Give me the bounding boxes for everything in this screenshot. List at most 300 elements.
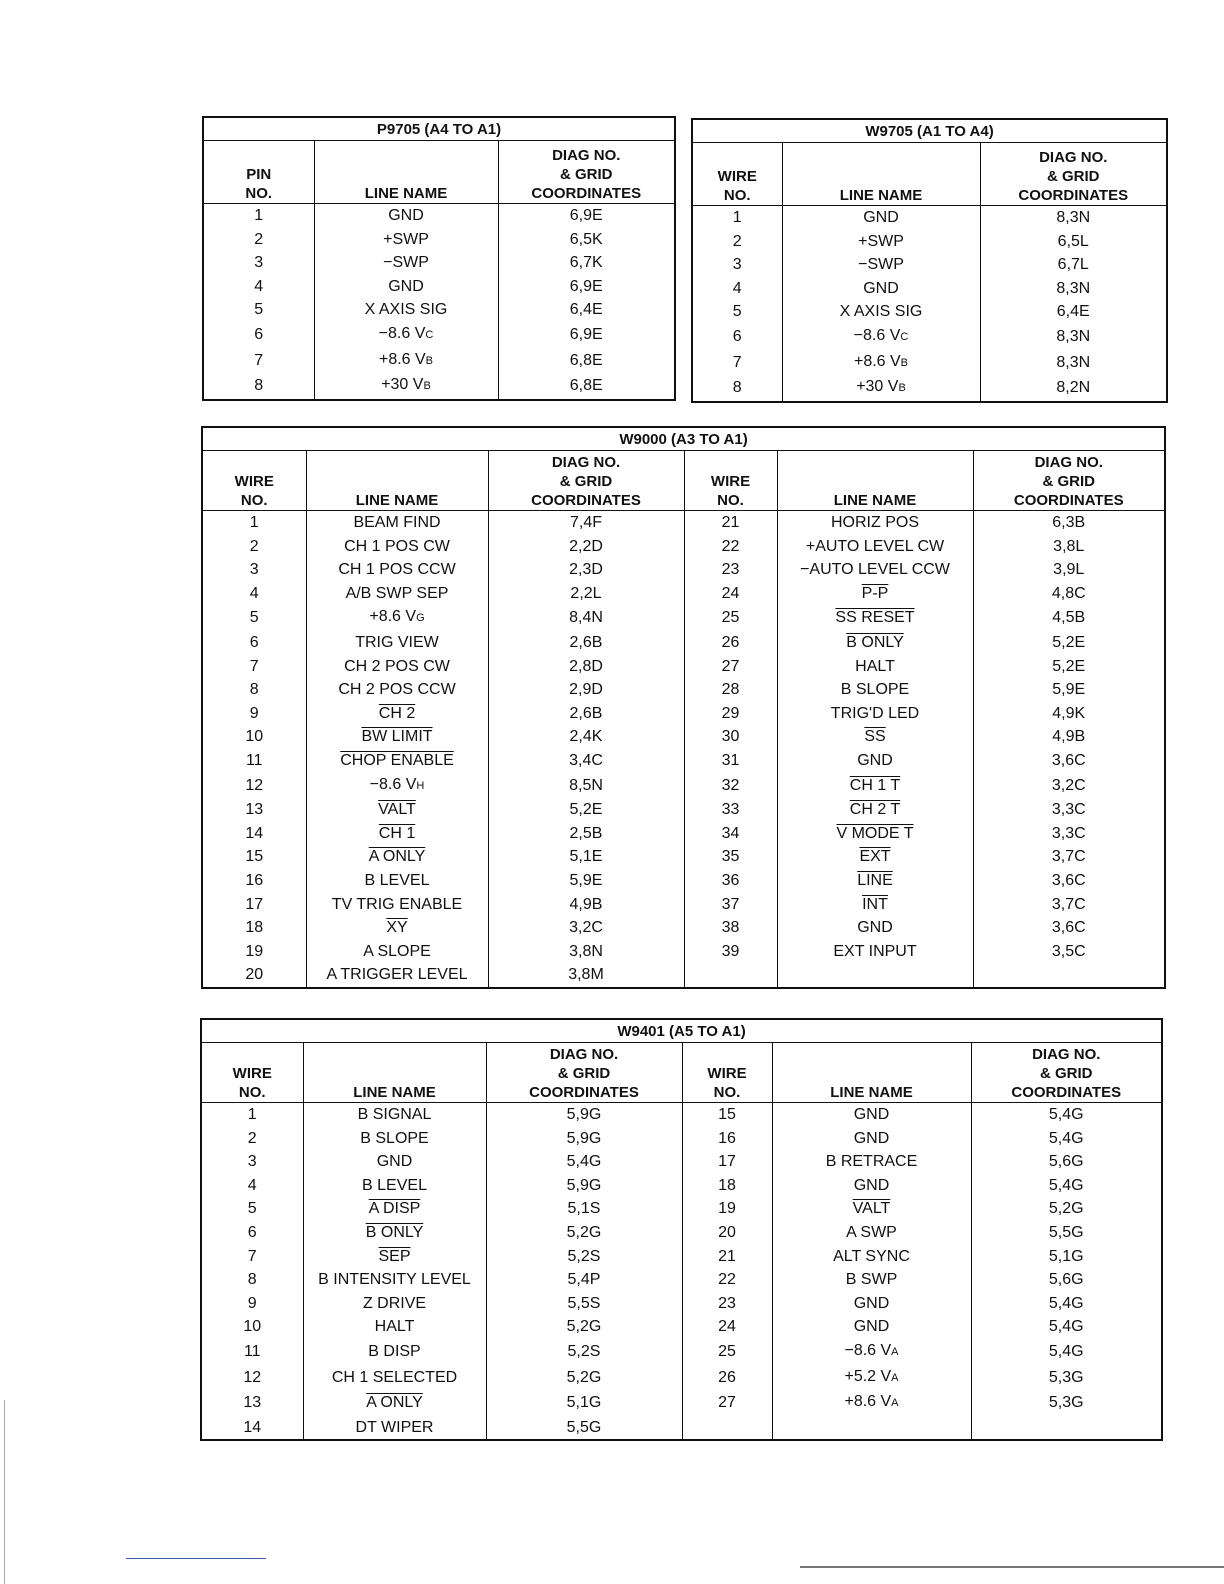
line-name-text: B SWP [845,1271,898,1289]
line-name [306,798,488,822]
wire-number: 15 [245,848,264,866]
line-name-text: −8.6 V [853,326,901,344]
line-name-text: $\overline{EXT}$ [859,848,891,866]
grid-coordinate: 5,1G [971,1245,1162,1269]
line-name [303,1245,486,1269]
grid-coordinate: 6,4E [980,300,1167,324]
grid-coordinate: 5,4G [971,1127,1162,1151]
grid-coordinate: 3,2C [973,773,1165,799]
wire-number: 17 [682,1150,772,1174]
grid-coordinate: 8,3N [980,206,1167,230]
line-name-text: X AXIS SIG [364,301,448,319]
table-row [203,298,675,322]
line-name-text: −AUTO LEVEL CCW [800,561,950,579]
grid-coordinate: 3,4C [488,749,684,773]
grid-coordinate: 5,4G [971,1339,1162,1365]
wire-number: 1 [732,209,742,226]
line-name-text: TV TRIG ENABLE [331,895,463,913]
column-header-diag-coordinates: DIAG NO. & GRID COORDINATES [498,141,675,204]
line-name-text: +8.6 V [378,350,426,368]
line-name [306,582,488,606]
wire-number: 35 [684,845,777,869]
table-row [203,228,675,252]
wire-number: 9 [249,704,259,722]
line-name-text: BEAM FIND [353,514,441,531]
line-name-text: B SLOPE [360,1129,429,1147]
line-name [306,773,488,799]
line-name-text: GND [853,1176,890,1194]
column-header-wire-no: WIRE NO. [202,451,306,511]
wire-number: 34 [684,822,777,846]
line-name [777,773,973,799]
line-name [314,322,498,348]
table-row [201,1221,1162,1245]
table-row [201,1174,1162,1198]
voltage-subscript: B [900,356,909,369]
w9401-table [200,1018,1163,1441]
line-name-text: A ONLY [368,848,426,866]
line-name-text: BW LIMIT [361,728,433,746]
grid-coordinate: 4,9K [973,702,1165,726]
wire-number: 19 [682,1197,772,1221]
grid-coordinate: 5,4G [486,1150,682,1174]
grid-coordinate: 5,9E [973,678,1165,702]
line-name-text: GND [388,277,424,295]
grid-coordinate: 3,6C [973,916,1165,940]
wire-number: 3 [249,561,259,579]
empty-cell [772,1416,971,1441]
grid-coordinate: 6,7L [980,253,1167,277]
table-row [201,1365,1162,1391]
wire-number: 20 [245,966,264,984]
voltage-subscript: B [898,382,906,395]
line-name-text: ALT SYNC [833,1247,910,1265]
line-name-text: CH 2 POS CW [344,657,450,675]
line-name-text: A TRIGGER LEVEL [326,966,468,984]
grid-coordinate: 8,3N [980,324,1167,350]
line-name [777,725,973,749]
table-row [203,322,675,348]
line-name-text: CH 2 T [849,801,901,819]
line-name [306,822,488,846]
line-name [306,511,488,535]
line-name [303,1103,486,1127]
line-name [772,1127,971,1151]
table-row [202,631,1165,655]
line-name [303,1292,486,1316]
column-header-diag-coordinates: DIAG NO. & GRID COORDINATES [980,143,1167,206]
wire-number: 8 [732,379,742,397]
line-name-text: B LEVEL [364,871,430,889]
line-name-text: GND [388,207,424,224]
wire-number: 24 [682,1315,772,1339]
line-name [303,1339,486,1365]
grid-coordinate: 3,9L [973,558,1165,582]
table-row [202,773,1165,799]
scan-left-edge [4,1400,5,1584]
grid-coordinate: 5,2G [971,1197,1162,1221]
table-row [201,1416,1162,1441]
empty-cell [684,963,777,988]
wire-number: 5 [247,1200,257,1218]
line-name-text: −8.6 V [378,324,426,342]
footer-rule [126,1558,266,1559]
line-name-text: $\overline{XY}$ [386,919,408,937]
table-row [202,869,1165,893]
table-title: W9705 (A1 TO A4) [692,119,1167,143]
scan-edge-line [800,1566,1224,1568]
wire-number: 25 [682,1339,772,1365]
table-row [201,1150,1162,1174]
grid-coordinate: 5,4P [486,1268,682,1292]
column-header-line-name: LINE NAME [782,143,980,206]
table-row [692,277,1167,301]
grid-coordinate: 2,3D [488,558,684,582]
line-name [303,1221,486,1245]
wire-number: 7 [247,1247,257,1265]
line-name-text: VALT [378,801,416,819]
wire-number: 4 [249,584,259,602]
table-row [201,1339,1162,1365]
line-name-text: Z DRIVE [362,1294,427,1312]
line-name-text: VALT [852,1200,891,1218]
line-name-text: GND [853,1129,890,1147]
line-name-text: CH 1 POS CW [344,537,450,555]
line-name [306,893,488,917]
wire-number: 10 [245,728,264,746]
grid-coordinate: 6,8E [498,348,675,374]
line-name-text: CH 1 SELECTED [331,1368,458,1386]
line-name-text: A SWP [846,1223,897,1241]
line-name [777,893,973,917]
line-name-text: +30 V [856,378,899,396]
table-row [202,702,1165,726]
line-name [777,749,973,773]
wire-number: 4 [732,279,742,297]
line-name-text: B LEVEL [362,1176,427,1194]
line-name-text: $\overline{INT}$ [862,895,888,913]
line-name [303,1174,486,1198]
line-name [306,631,488,655]
wire-number: 27 [682,1390,772,1416]
line-name-text: B ONLY [846,633,904,651]
grid-coordinate: 6,9E [498,322,675,348]
line-name-text: V MODE T [836,824,914,842]
table-row [202,845,1165,869]
wire-number: 6 [247,1223,257,1241]
grid-coordinate: 4,9B [488,893,684,917]
empty-cell [682,1416,772,1441]
wire-number: 3 [732,256,742,274]
grid-coordinate: 5,4G [971,1292,1162,1316]
line-name-text: B ONLY [365,1223,424,1241]
line-name [772,1103,971,1127]
wire-number: 20 [682,1221,772,1245]
line-name-text: GND [376,1153,413,1171]
grid-coordinate: 5,2E [488,798,684,822]
grid-coordinate: 5,6G [971,1268,1162,1292]
grid-coordinate: 2,2D [488,535,684,559]
wire-number: 3 [247,1153,257,1171]
line-name-text: CH 2 POS CCW [338,681,456,699]
line-name [314,373,498,400]
line-name [303,1390,486,1416]
line-name [303,1365,486,1391]
line-name [772,1339,971,1365]
wire-number: 1 [249,514,259,531]
line-name-text: GND [853,1294,890,1312]
table-row [692,324,1167,350]
grid-coordinate: 4,5B [973,605,1165,631]
wire-number: 26 [684,631,777,655]
line-name [777,798,973,822]
table-row [203,251,675,275]
line-name [306,678,488,702]
line-name [306,558,488,582]
grid-coordinate: 3,5C [973,940,1165,964]
grid-coordinate: 6,3B [973,511,1165,535]
column-header-diag-coordinates: DIAG NO. & GRID COORDINATES [488,451,684,511]
line-name [772,1174,971,1198]
wire-number: 33 [684,798,777,822]
column-header-wire-no: WIRE NO. [692,143,782,206]
wire-number: 6 [732,327,742,345]
table-row [201,1268,1162,1292]
table-body [203,204,675,400]
column-header-diag-coordinates: DIAG NO. & GRID COORDINATES [486,1043,682,1103]
line-name [772,1365,971,1391]
empty-cell [971,1416,1162,1441]
grid-coordinate: 8,5N [488,773,684,799]
voltage-subscript: B [423,380,431,393]
table-body [692,206,1167,402]
grid-coordinate: 5,5G [486,1416,682,1441]
voltage-subscript: C [900,330,909,343]
grid-coordinate: 6,8E [498,373,675,400]
grid-coordinate: 7,4F [488,511,684,535]
wire-number: 38 [684,916,777,940]
wire-number: 8 [254,377,264,395]
line-name-text: −8.6 V [844,1341,892,1359]
line-name [306,916,488,940]
line-name [772,1292,971,1316]
wire-number: 1 [254,207,264,224]
table-row [203,275,675,299]
line-name [314,204,498,228]
wire-number: 17 [245,895,264,913]
line-name [782,300,980,324]
line-name-text: B RETRACE [825,1153,918,1171]
table-row [201,1292,1162,1316]
column-header-line-name: LINE NAME [306,451,488,511]
p9705-table [202,116,676,401]
line-name-text: +8.6 V [369,608,417,626]
grid-coordinate: 5,4G [971,1174,1162,1198]
grid-coordinate: 5,3G [971,1390,1162,1416]
table-row [692,300,1167,324]
wire-number: 19 [245,942,264,960]
line-name-text: EXT INPUT [833,942,917,960]
table-title: W9401 (A5 TO A1) [201,1019,1162,1043]
line-name [772,1268,971,1292]
wire-number: 23 [682,1292,772,1316]
grid-coordinate: 4,8C [973,582,1165,606]
wire-number: 6 [254,325,264,343]
line-name-text: HORIZ POS [830,514,919,531]
grid-coordinate: 5,1S [486,1197,682,1221]
line-name [777,940,973,964]
line-name [314,275,498,299]
grid-coordinate: 5,4G [971,1315,1162,1339]
wire-number: 25 [684,605,777,631]
line-name [314,251,498,275]
grid-coordinate: 3,3C [973,822,1165,846]
line-name [306,845,488,869]
grid-coordinate: 5,4G [971,1103,1162,1127]
column-header-line-name: LINE NAME [777,451,973,511]
wire-number: 8 [249,681,259,699]
table-row [692,350,1167,376]
grid-coordinate: 2,2L [488,582,684,606]
grid-coordinate: 2,9D [488,678,684,702]
grid-coordinate: 8,3N [980,277,1167,301]
line-name-text: A/B SWP SEP [345,584,449,602]
wire-number: 11 [245,751,263,769]
grid-coordinate: 5,1E [488,845,684,869]
line-name-text: B SLOPE [840,681,910,699]
table-row [202,725,1165,749]
line-name [306,725,488,749]
wire-number: 28 [684,678,777,702]
grid-coordinate: 3,8L [973,535,1165,559]
line-name-text: TRIG VIEW [355,633,439,651]
table-row [202,893,1165,917]
line-name [777,655,973,679]
line-name-text: GND [853,1106,890,1123]
line-name [782,253,980,277]
line-name [303,1315,486,1339]
line-name [772,1245,971,1269]
grid-coordinate: 2,6B [488,702,684,726]
line-name [777,822,973,846]
line-name-text: SS RESET [835,609,915,627]
wire-number: 31 [684,749,777,773]
line-name-text: +AUTO LEVEL CW [805,537,945,555]
grid-coordinate: 6,9E [498,204,675,228]
line-name [306,702,488,726]
line-name [777,535,973,559]
line-name-text: GND [863,279,899,297]
wire-number: 15 [682,1103,772,1127]
column-header-wire-no: WIRE NO. [684,451,777,511]
table-row [202,511,1165,535]
grid-coordinate: 3,8M [488,963,684,988]
voltage-subscript: B [425,354,434,367]
table-row [202,822,1165,846]
table-row [692,206,1167,230]
line-name-text: HALT [374,1318,415,1336]
table-title: P9705 (A4 TO A1) [203,117,675,141]
column-header-wire-no: WIRE NO. [682,1043,772,1103]
wire-number: 14 [243,1418,262,1436]
wire-number: 18 [682,1174,772,1198]
column-header-line-name: LINE NAME [314,141,498,204]
voltage-subscript: H [416,779,425,792]
line-name-text: CH 1 [378,824,416,842]
empty-cell [973,963,1165,988]
line-name [314,348,498,374]
wire-number: 7 [249,657,259,675]
table-row [202,678,1165,702]
table-row [202,916,1165,940]
table-row [203,204,675,228]
line-name [303,1197,486,1221]
w9705-table [691,118,1168,403]
line-name-text: A SLOPE [363,942,431,960]
line-name [772,1197,971,1221]
grid-coordinate: 3,3C [973,798,1165,822]
wire-number: 29 [684,702,777,726]
wire-number: 21 [684,511,777,535]
table-body [202,511,1165,988]
line-name [306,655,488,679]
wire-number: 1 [247,1106,257,1123]
grid-coordinate: 3,7C [973,845,1165,869]
table-row [692,230,1167,254]
line-name-text: +8.6 V [844,1393,892,1411]
grid-coordinate: 5,9E [488,869,684,893]
line-name [306,535,488,559]
line-name [306,605,488,631]
grid-coordinate: 5,3G [971,1365,1162,1391]
voltage-subscript: A [891,1371,899,1384]
wire-number: 9 [247,1294,257,1312]
wire-number: 3 [254,254,264,272]
line-name [303,1416,486,1441]
table-row [202,963,1165,988]
table-row [202,940,1165,964]
wire-number: 16 [682,1127,772,1151]
wire-number: 30 [684,725,777,749]
line-name [782,324,980,350]
line-name [782,230,980,254]
table-row [203,373,675,400]
grid-coordinate: 6,4E [498,298,675,322]
line-name-text: CHOP ENABLE [340,751,454,769]
wire-number: 13 [245,801,264,819]
line-name [782,350,980,376]
column-header-wire-no: WIRE NO. [201,1043,303,1103]
line-name-text: −8.6 V [369,775,417,793]
line-name-text: A DISP [368,1200,421,1218]
wire-number: 7 [254,351,264,369]
grid-coordinate: 5,2G [486,1315,682,1339]
wire-number: 14 [245,824,264,842]
grid-coordinate: 5,6G [971,1150,1162,1174]
line-name-text: B INTENSITY LEVEL [318,1271,471,1289]
wire-number: 27 [684,655,777,679]
line-name-text: +8.6 V [853,352,901,370]
wire-number: 37 [684,893,777,917]
line-name [777,631,973,655]
grid-coordinate: 5,9G [486,1127,682,1151]
line-name [777,845,973,869]
table-row [201,1390,1162,1416]
grid-coordinate: 2,8D [488,655,684,679]
line-name [303,1268,486,1292]
voltage-subscript: C [425,328,434,341]
wire-number: 39 [684,940,777,964]
